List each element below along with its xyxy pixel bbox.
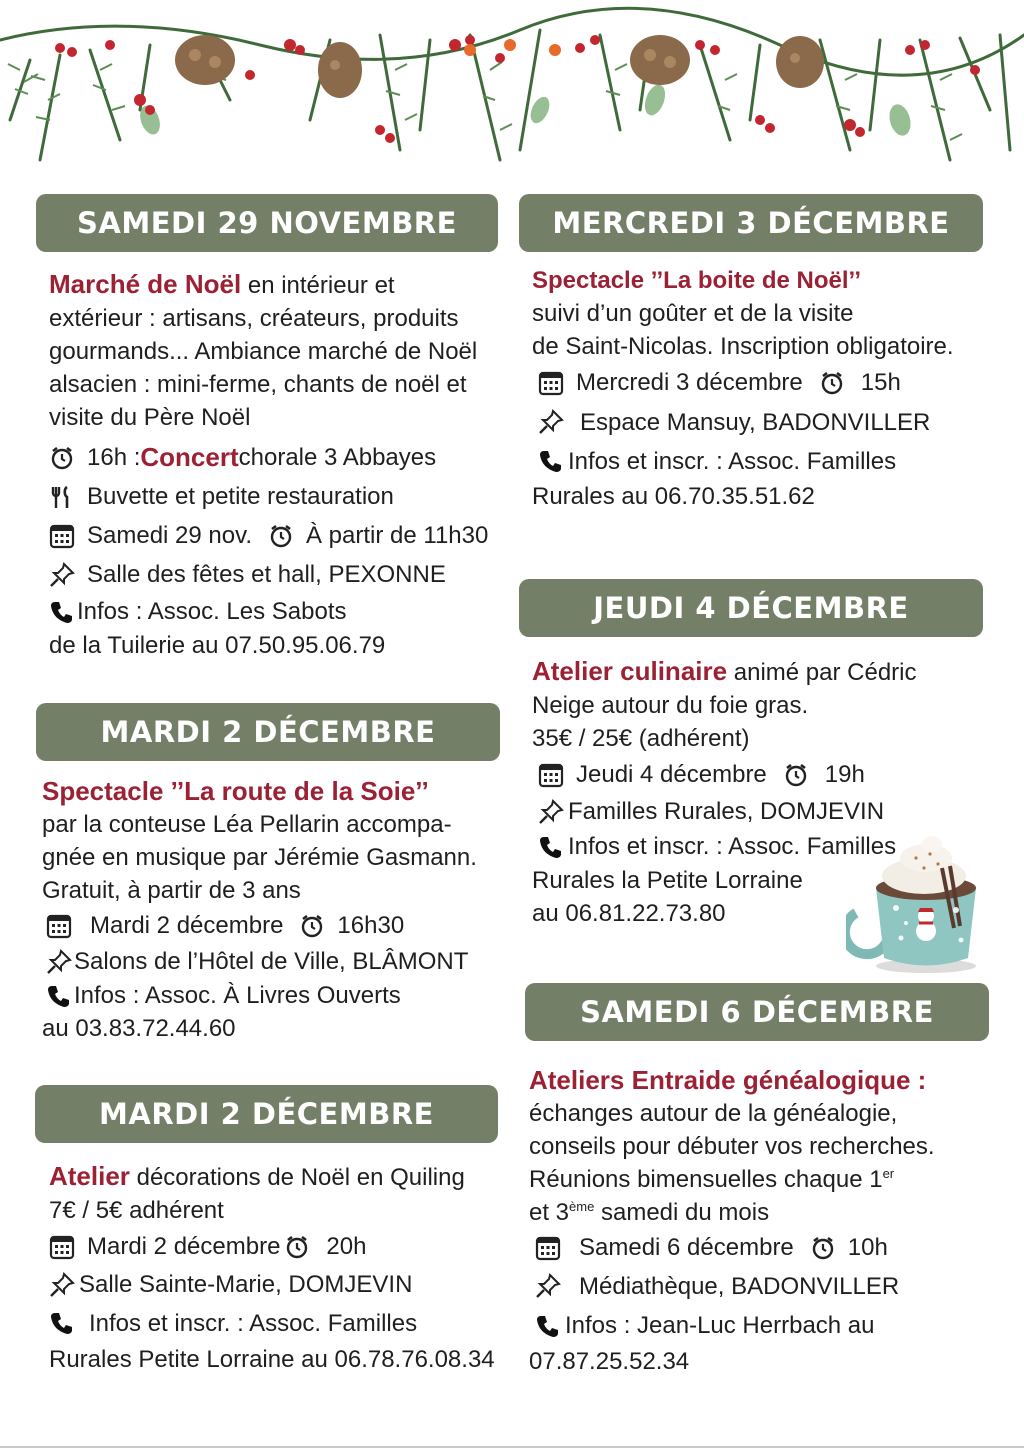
event-header-tue-2-dec: MARDI 2 DÉCEMBRE [36, 703, 500, 761]
event-desc-line: 35€ / 25€ (adhérent) [532, 725, 750, 752]
event-header-tue-2-dec-atelier: MARDI 2 DÉCEMBRE [35, 1085, 498, 1143]
ordinal-suffix: er [882, 1166, 895, 1181]
concert-label: Concert [140, 442, 239, 472]
phone-icon [535, 1313, 561, 1339]
pushpin-icon [538, 409, 564, 435]
event-time: 20h [326, 1233, 367, 1260]
event-place: Salons de l’Hôtel de Ville, BLÂMONT [74, 948, 469, 975]
event-header-thu-4-dec: JEUDI 4 DÉCEMBRE [519, 579, 983, 637]
phone-icon [49, 599, 75, 625]
event-contact: Infos et inscr. : Assoc. Familles [89, 1309, 418, 1337]
christmas-garland-decoration [0, 0, 1024, 185]
event-time: 10h [847, 1234, 888, 1261]
event-contact: au 03.83.72.44.60 [42, 1015, 236, 1042]
event-date: Jeudi 4 décembre [576, 761, 767, 788]
event-time: 15h [860, 369, 901, 396]
page-bottom-divider [0, 1446, 1024, 1448]
event-contact: Rurales la Petite Lorraine [532, 867, 803, 894]
calendar-icon [46, 913, 72, 939]
event-contact: Rurales au 06.70.35.51.62 [532, 483, 815, 510]
event-atelier-quiling [49, 1160, 509, 1376]
phone-icon [49, 1310, 75, 1336]
event-date: Mardi 2 décembre [90, 912, 284, 939]
event-date: Mardi 2 décembre [87, 1233, 281, 1260]
calendar-icon [535, 1235, 561, 1261]
event-contact: Infos : Assoc. À Livres Ouverts [74, 982, 401, 1009]
event-marche-noel [49, 268, 509, 662]
pushpin-icon [535, 1273, 561, 1299]
event-contact: Infos : Assoc. Les Sabots [77, 598, 347, 625]
event-desc-line: et 3 [529, 1199, 570, 1226]
event-desc-line: Gratuit, à partir de 3 ans [42, 877, 301, 904]
event-desc-line: suivi d’un goûter et de la visite [532, 300, 854, 327]
alarm-clock-icon [819, 370, 845, 396]
phone-icon [46, 983, 72, 1009]
event-header-sat-29-nov: SAMEDI 29 NOVEMBRE [36, 194, 498, 252]
event-title: Ateliers Entraide généalogique : [529, 1065, 927, 1095]
event-desc-line: alsacien : mini-ferme, chants de noël et [49, 371, 467, 398]
phone-icon [538, 834, 564, 860]
event-genealogie [529, 1064, 999, 1378]
calendar-icon [538, 370, 564, 396]
event-date: Mercredi 3 décembre [576, 369, 803, 396]
alarm-clock-icon [284, 1234, 310, 1260]
event-contact: 07.87.25.52.34 [529, 1348, 690, 1375]
phone-icon [538, 448, 564, 474]
fork-knife-icon [49, 484, 75, 510]
event-place: Salle Sainte-Marie, DOMJEVIN [79, 1271, 413, 1298]
event-time: À partir de 11h30 [306, 522, 489, 549]
event-desc-line: par la conteuse Léa Pellarin accompa- [42, 811, 452, 838]
event-desc-line: gnée en musique par Jérémie Gasmann. [42, 844, 477, 871]
pushpin-icon [538, 799, 564, 825]
event-contact: Infos et inscr. : Assoc. Familles [568, 447, 897, 475]
event-place: Salle des fêtes et hall, PEXONNE [87, 561, 446, 588]
event-header-sat-6-dec: SAMEDI 6 DÉCEMBRE [525, 983, 989, 1041]
event-desc-line: samedi du mois [594, 1199, 770, 1226]
event-desc-line: visite du Père Noël [49, 404, 251, 431]
event-time: 16h30 [337, 912, 405, 939]
event-desc-first: décorations de Noël en Quiling [129, 1164, 465, 1191]
event-buvette: Buvette et petite restauration [87, 483, 394, 510]
event-contact: Infos : Jean-Luc Herrbach au [565, 1312, 875, 1339]
hot-chocolate-mug-illustration [846, 828, 996, 978]
event-title: Marché de Noël [49, 269, 242, 299]
event-route-soie [42, 775, 512, 1045]
event-place: Médiathèque, BADONVILLER [579, 1272, 900, 1300]
event-desc-line: Neige autour du foie gras. [532, 692, 809, 719]
alarm-clock-icon [49, 445, 75, 471]
ordinal-suffix: ème [569, 1199, 595, 1214]
event-desc-first: animé par Cédric [727, 659, 917, 686]
event-date: Samedi 29 nov. [87, 522, 252, 549]
event-time: 19h [824, 761, 865, 788]
concert-time: 16h : [87, 444, 141, 471]
event-boite-noel [532, 264, 992, 513]
pushpin-icon [49, 1272, 75, 1298]
event-header-wed-3-dec: MERCREDI 3 DÉCEMBRE [519, 194, 983, 252]
event-title: Spectacle ’’La route de la Soie’’ [42, 776, 429, 806]
event-title: Atelier culinaire [532, 656, 728, 686]
pushpin-icon [46, 949, 72, 975]
alarm-clock-icon [783, 762, 809, 788]
alarm-clock-icon [810, 1235, 836, 1261]
event-desc-line: de Saint-Nicolas. Inscription obligatoire. [532, 333, 954, 360]
alarm-clock-icon [268, 523, 294, 549]
event-desc-line: 7€ / 5€ adhérent [49, 1197, 224, 1224]
event-title: Atelier [49, 1161, 130, 1191]
alarm-clock-icon [299, 913, 325, 939]
event-place: Espace Mansuy, BADONVILLER [580, 408, 931, 436]
event-contact: Rurales Petite Lorraine au 06.78.76.08.34 [49, 1346, 495, 1373]
event-contact: de la Tuilerie au 07.50.95.06.79 [49, 632, 386, 659]
pushpin-icon [49, 562, 75, 588]
event-desc-line: extérieur : artisans, créateurs, produits [49, 305, 459, 332]
event-contact: Infos et inscr. : Assoc. Familles [568, 833, 897, 860]
event-desc-first: en intérieur et [241, 272, 395, 299]
event-desc-line: gourmands... Ambiance marché de Noël [49, 338, 478, 365]
event-contact: au 06.81.22.73.80 [532, 900, 726, 927]
event-desc-line: Réunions bimensuelles chaque 1 [529, 1166, 883, 1193]
calendar-icon [538, 762, 564, 788]
concert-rest: chorale 3 Abbayes [238, 444, 437, 471]
event-desc-line: échanges autour de la généalogie, [529, 1100, 898, 1127]
event-desc-line: conseils pour débuter vos recherches. [529, 1133, 935, 1160]
calendar-icon [49, 1234, 75, 1260]
calendar-icon [49, 523, 75, 549]
event-title: Spectacle ’’La boite de Noël’’ [532, 267, 861, 294]
event-date: Samedi 6 décembre [579, 1234, 794, 1261]
event-place: Familles Rurales, DOMJEVIN [568, 798, 885, 825]
